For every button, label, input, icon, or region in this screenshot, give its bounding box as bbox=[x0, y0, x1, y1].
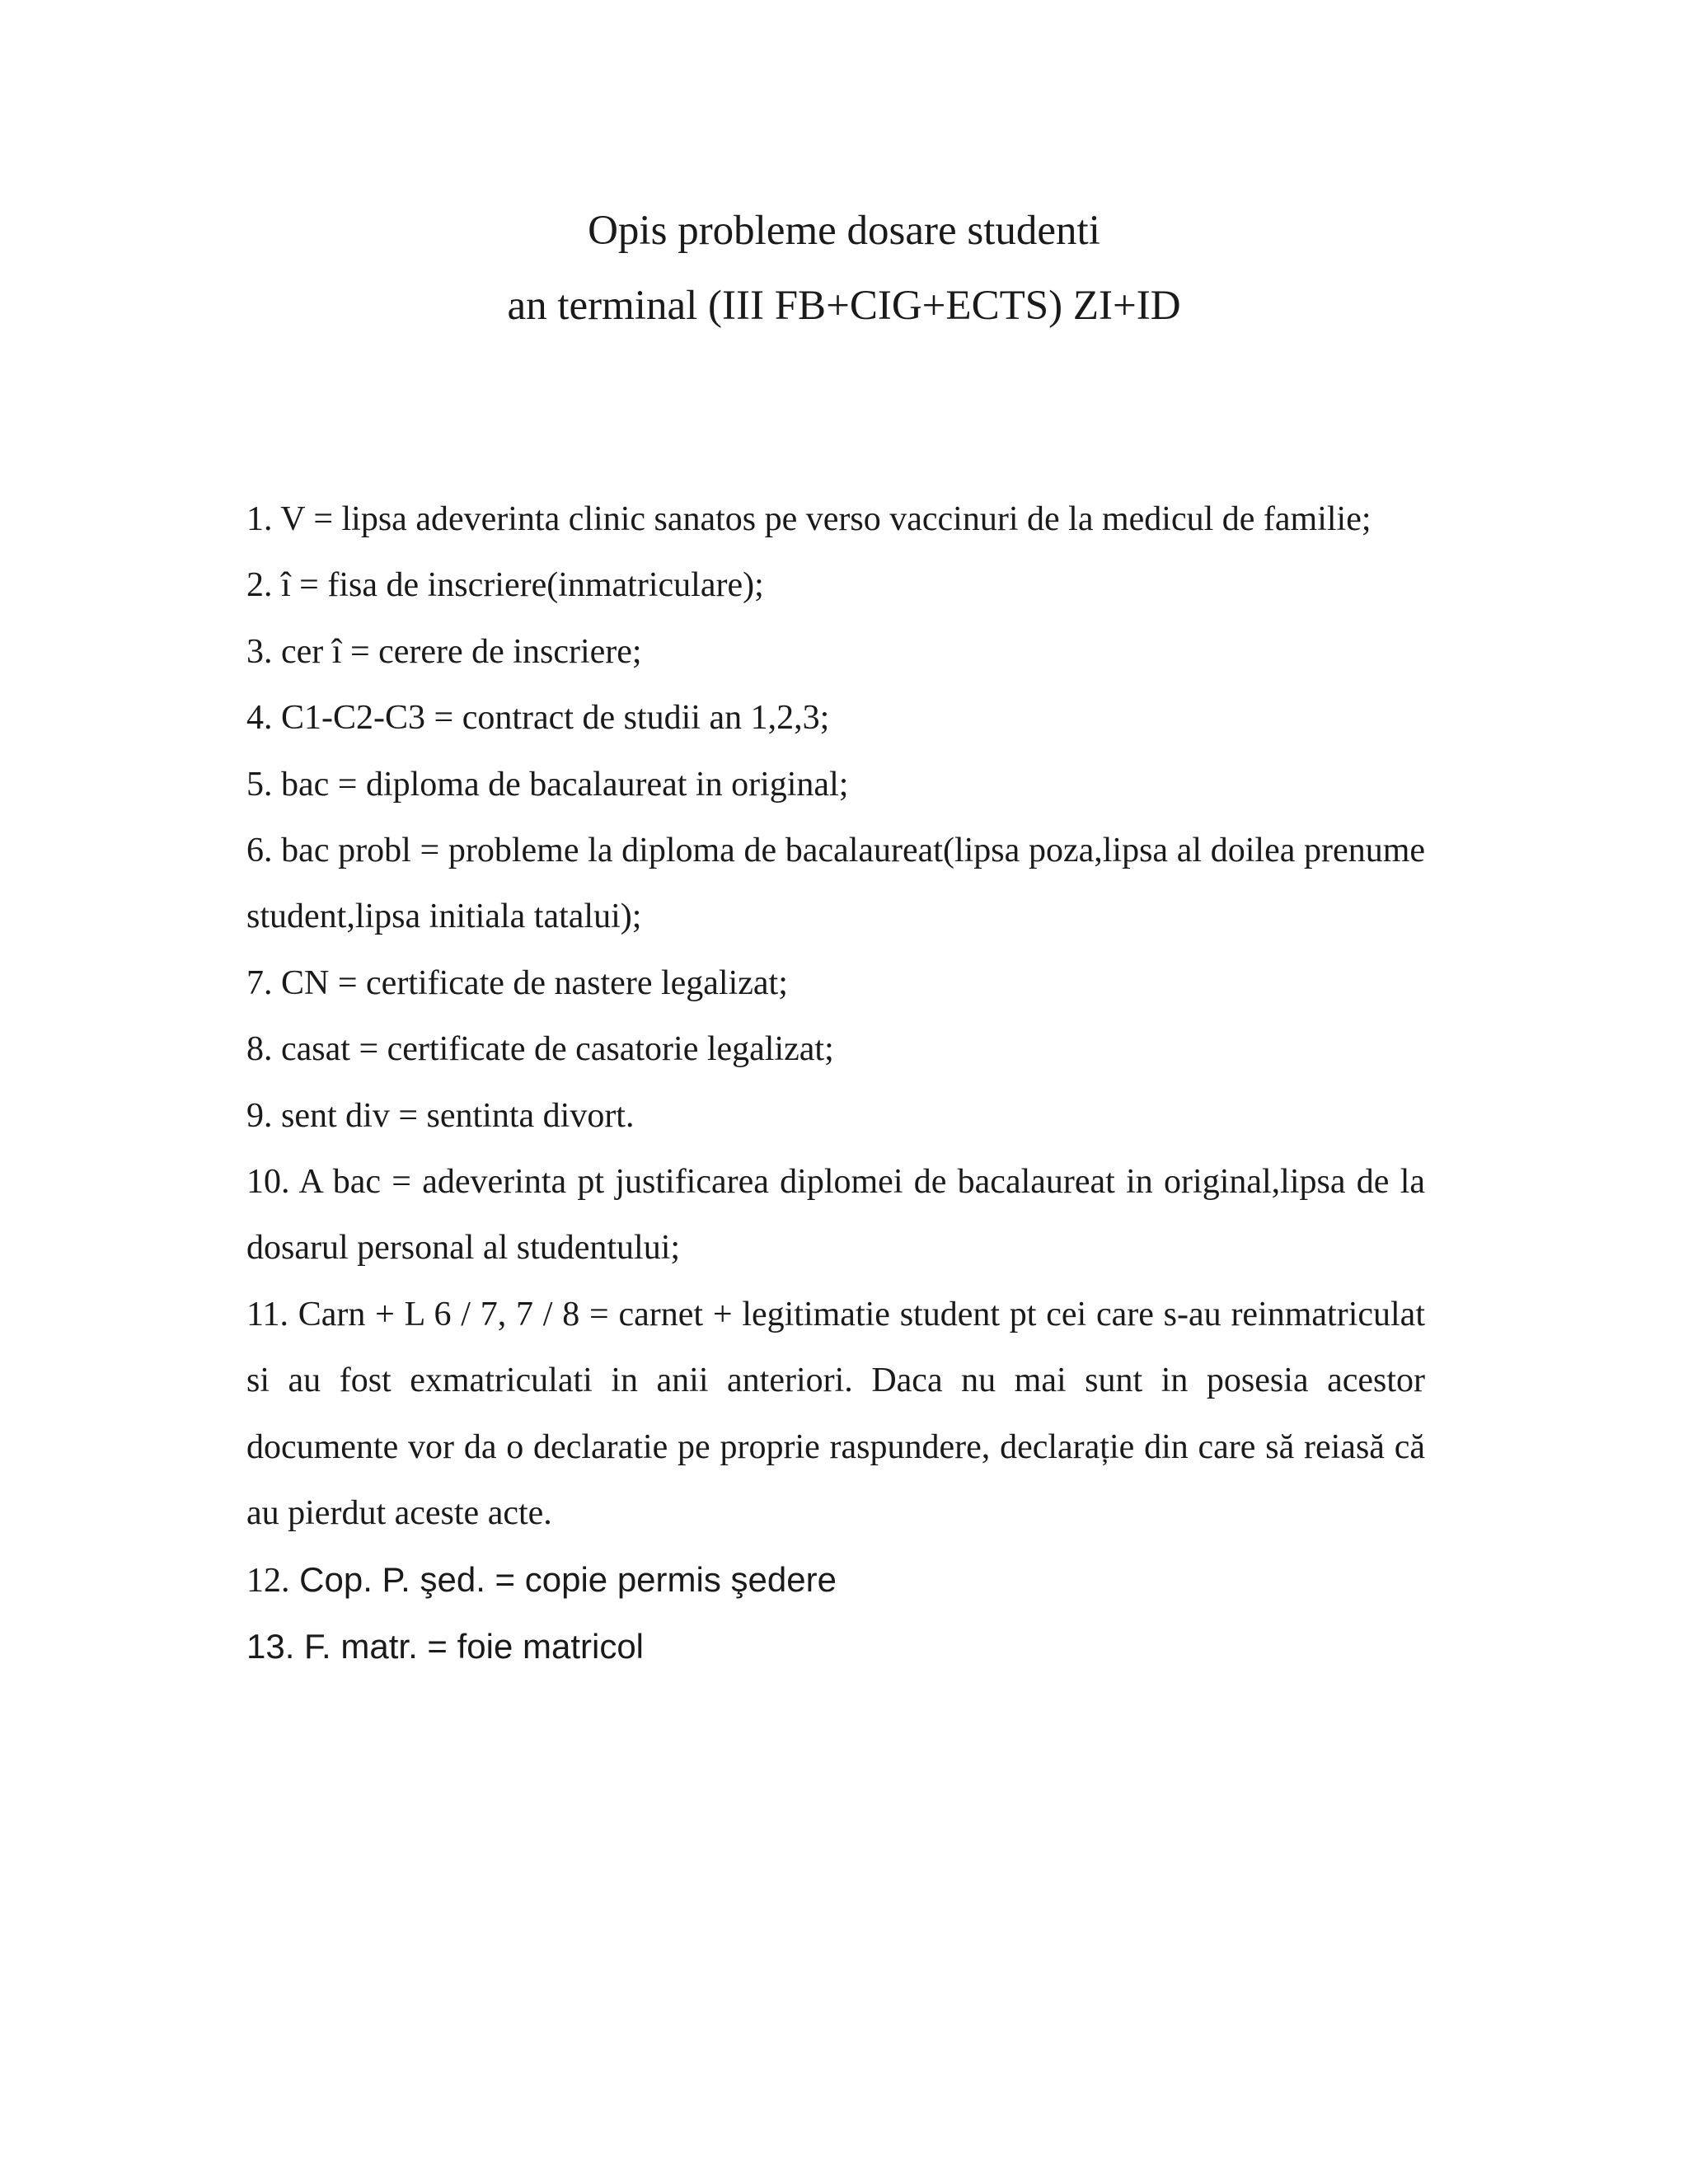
list-item-5: 5. bac = diploma de bacalaureat in original; bbox=[246, 765, 849, 804]
list-item-12 bbox=[246, 1547, 1425, 1614]
list-item-4: 4. C1-C2-C3 = contract de studii an 1,2,3; bbox=[246, 699, 830, 738]
list-item-8: 8. casat = certificate de casatorie legalizat; bbox=[246, 1030, 834, 1069]
list-item-2: 2. î = fisa de inscriere(inmatriculare); bbox=[246, 566, 764, 605]
list-item-7: 7. CN = certificate de nastere legalizat; bbox=[246, 963, 788, 1002]
list-item-1: 1. V = lipsa adeverinta clinic sanatos pe verso vaccinuri de la medicul de familie; bbox=[246, 500, 1372, 538]
list-item-6: 6. bac probl = probleme la diploma de bacalaureat(lipsa poza,lipsa al doilea prenume student,lipsa initiala tatalui); bbox=[246, 832, 1425, 936]
list-item-10: 10. A bac = adeverinta pt justificarea diplomei de bacalaureat in original,lipsa de la dosarul personal al studentului; bbox=[246, 1163, 1425, 1268]
list-item-12-number: 12. bbox=[246, 1561, 290, 1600]
list-item-11: 11. Carn + L 6 / 7, 7 / 8 = carnet + legitimatie student pt cei care s-au reinmatriculat si au fost exmatriculati in anii anteriori. Daca nu mai sunt in posesia acestor documente vor da o declaratie pe proprie raspundere, declarație din care să reiasă că au pierdut aceste acte. bbox=[246, 1295, 1425, 1533]
title-line-2: an terminal (III FB+CIG+ECTS) ZI+ID bbox=[507, 283, 1181, 329]
list-item-13: 13. F. matr. = foie matricol bbox=[246, 1626, 645, 1666]
list-item-9: 9. sent div = sentinta divort. bbox=[246, 1096, 635, 1135]
list-item-12-text: Cop. P. şed. = copie permis şedere bbox=[289, 1559, 837, 1599]
title-line-1: Opis probleme dosare studenti bbox=[588, 208, 1100, 254]
document-title bbox=[0, 194, 1688, 344]
list-item-3: 3. cer î = cerere de inscriere; bbox=[246, 632, 642, 671]
item-list bbox=[246, 486, 1425, 1680]
